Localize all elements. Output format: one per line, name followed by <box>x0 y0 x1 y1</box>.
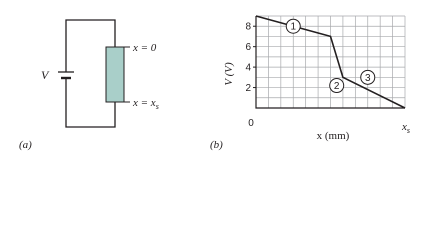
segment-3-label: 3 <box>364 72 371 84</box>
y-axis-label: V (V) <box>223 62 235 86</box>
y-tick-labels <box>245 22 256 94</box>
bottom-position-subscript: s <box>155 102 159 111</box>
circuit-diagram <box>19 20 159 151</box>
chart-grid <box>256 16 405 108</box>
bottom-position-label <box>132 97 159 111</box>
panel-a-label: (a) <box>19 139 32 151</box>
segment-2-label: 2 <box>333 81 340 93</box>
x-end-text: x <box>402 121 407 133</box>
bottom-position-text: x = x <box>133 97 156 109</box>
x-end-subscript: s <box>406 126 411 135</box>
panel-b-label: (b) <box>210 139 223 151</box>
top-position-label: x = 0 <box>133 42 157 54</box>
resistor <box>106 47 124 102</box>
y-tick-label: 2 <box>245 83 251 95</box>
y-tick-label: 4 <box>245 62 251 74</box>
potential-graph <box>210 16 410 151</box>
x-origin-label: 0 <box>248 118 254 129</box>
y-tick-label: 8 <box>245 21 251 33</box>
y-tick-label: 6 <box>245 42 251 54</box>
x-axis-label: x (mm) <box>316 130 350 142</box>
segment-1-label: 1 <box>290 21 297 33</box>
x-end-label <box>401 121 410 135</box>
battery-label: V <box>41 68 49 82</box>
